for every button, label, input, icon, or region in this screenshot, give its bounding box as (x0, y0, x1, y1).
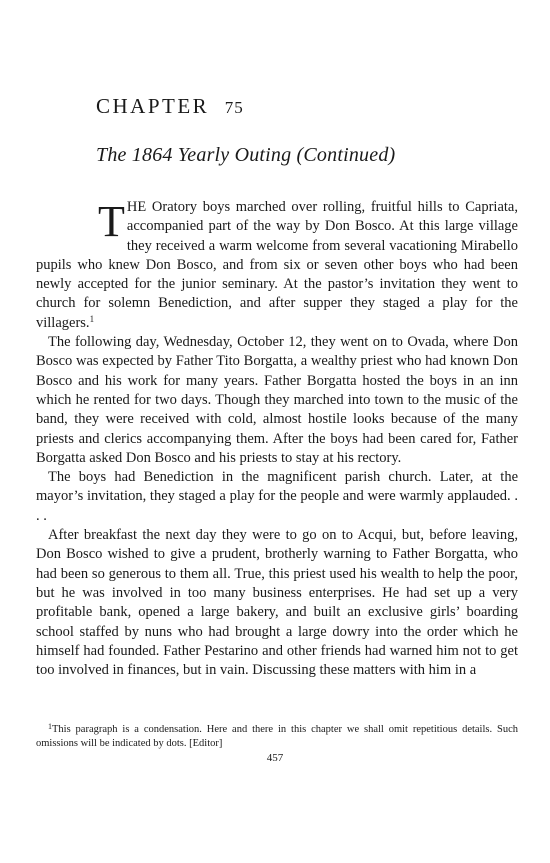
paragraph-text: Oratory boys marched over rolling, fruitful hills to Capriata, accompanied part of the way by Don Bosco. At this large village they received a warm welcome from several vacationing Mirabello pupils who knew Don Bosco, and from six or seven other boys who had been newly accepted for the junior seminary. At the pastor’s invitation they went to church for solemn Benediction, and after supper they staged a play for the villagers. (36, 199, 518, 331)
footnote-text: This paragraph is a condensation. Here and there in this chapter we shall omit repetitious details. Such omissions will be indicated by dots. [Editor] (36, 724, 518, 749)
drop-cap: T (98, 197, 125, 246)
chapter-label: CHAPTER (96, 94, 210, 118)
footnote-mark: 1 (48, 722, 52, 731)
body-text (36, 198, 518, 680)
paragraph-2: The following day, Wednesday, October 12, they went on to Ovada, where Don Bosco was expected by Father Tito Borgatta, a wealthy priest who had known Don Bosco and his work for many years. Father Borgatta hosted the boys in an inn which he rented for two days. Though they marched into town to the music of the band, they were received with cold, almost hostile looks because of the many priests and clerics accompanying them. After the boys had been cared for, Father Borgatta asked Don Bosco and his priests to stay at his rectory. (36, 334, 518, 466)
chapter-title: The 1864 Yearly Outing (Continued) (96, 144, 396, 166)
page-number: 457 (266, 752, 284, 764)
paragraph-lead-word: HE (126, 199, 147, 215)
footnote-reference[interactable]: 1 (89, 313, 95, 324)
chapter-number: 75 (224, 98, 244, 117)
paragraph-4: After breakfast the next day they were to go on to Acqui, but, before leaving, Don Bosco wished to give a prudent, brotherly warning to Father Borgatta, who had been so generous to them all. True, this priest used his wealth to help the poor, but he was involved in too many business enterprises. He had set up a very profitable bank, opened a large bakery, and built an exclusive girls’ boarding school staffed by nuns who had brought a large dowry into the order which he himself had founded. Father Pestarino and other friends had warned him not to get too involved in finances, but in vain. Discussing these matters with him in a (36, 527, 518, 679)
paragraph-3: The boys had Benediction in the magnificent parish church. Later, at the mayor’s invitation, they staged a play for the people and were warmly applauded. . . . (36, 469, 518, 524)
footnote (36, 720, 518, 751)
chapter-heading (96, 94, 244, 119)
paragraph-1 (36, 198, 518, 333)
